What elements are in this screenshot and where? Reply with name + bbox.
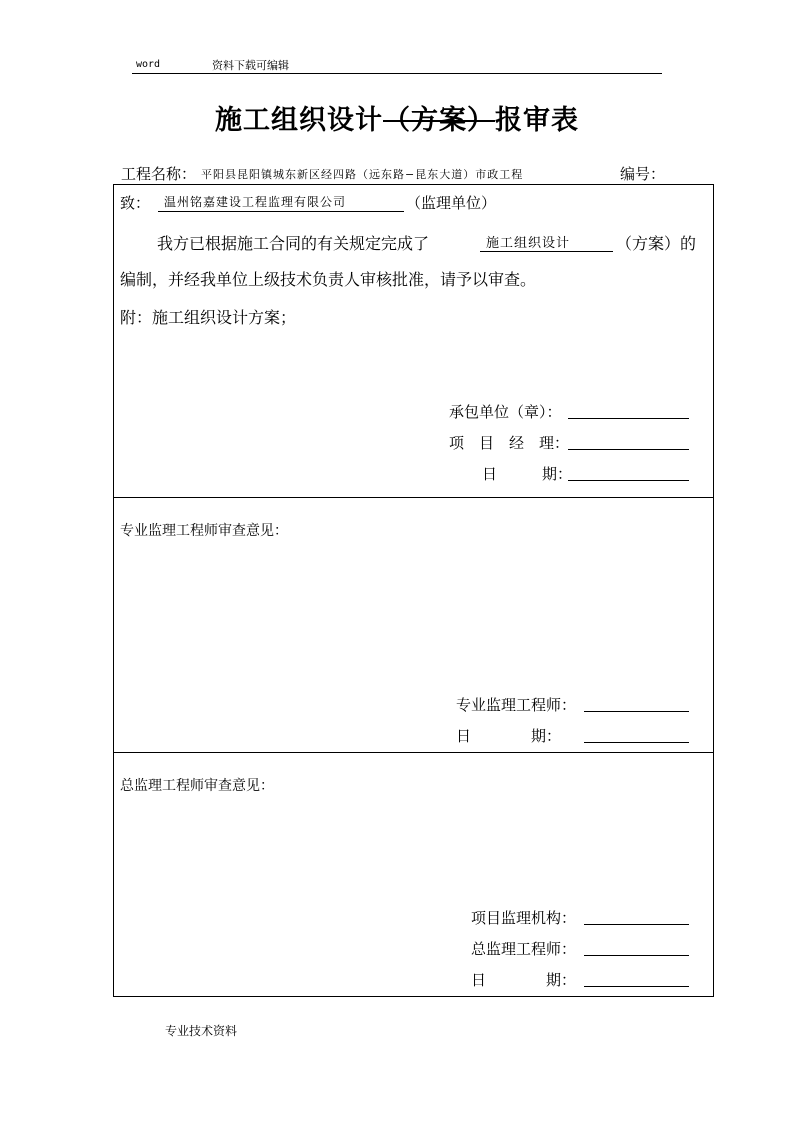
engineer-label: 专业监理工程师： — [456, 696, 577, 714]
supervisor-unit-name: 温州铭嘉建设工程监理有限公司 — [158, 193, 404, 212]
section-divider-2 — [113, 752, 714, 753]
attachment-text: 附：施工组织设计方案； — [120, 308, 297, 327]
project-name-value: 平阳县昆阳镇城东新区经四路（远东路−昆东大道）市政工程 — [201, 168, 524, 181]
date-line-1 — [568, 480, 689, 481]
statement-text-1-suffix: （方案）的 — [616, 234, 697, 253]
date-label-1: 日 期： — [482, 465, 573, 483]
chief-engineer-line — [584, 955, 689, 956]
contractor-seal-line — [568, 418, 689, 419]
project-name-label: 工程名称： — [121, 165, 197, 183]
header-note: 资料下载可编辑 — [212, 59, 289, 72]
contractor-seal-label: 承包单位（章）： — [449, 403, 562, 421]
chief-engineer-label: 总监理工程师： — [471, 940, 577, 958]
engineer-line — [584, 711, 689, 712]
chief-review-title: 总监理工程师审查意见： — [120, 778, 274, 794]
project-manager-line — [568, 449, 689, 450]
to-label: 致： — [120, 194, 151, 212]
statement-fill-in: 施工组织设计 — [480, 232, 613, 252]
date-label-3: 日 期： — [471, 971, 577, 989]
date-label-2: 日 期： — [456, 727, 562, 745]
title-part2: 报审表 — [495, 105, 579, 136]
statement-text-2: 编制，并经我单位上级技术负责人审核批准，请予以审查。 — [120, 270, 537, 289]
project-manager-label: 项 目 经 理： — [449, 434, 570, 452]
supervision-org-line — [584, 924, 689, 925]
title-part1: 施工组织设计 — [215, 105, 383, 136]
supervision-org-label: 项目监理机构： — [471, 909, 577, 927]
statement-text-1: 我方已根据施工合同的有关规定完成了 — [157, 234, 430, 253]
project-code-label: 编号： — [620, 165, 666, 183]
section-divider-1 — [113, 497, 714, 498]
page-title — [0, 98, 794, 137]
date-line-3 — [584, 986, 689, 987]
header-rule — [132, 73, 662, 74]
footer-text: 专业技术资料 — [165, 1024, 238, 1038]
header-word: word — [136, 59, 161, 70]
date-line-2 — [584, 742, 689, 743]
engineer-review-title: 专业监理工程师审查意见： — [120, 523, 288, 539]
title-struck: （方案） — [383, 105, 495, 136]
supervisor-unit-suffix: （监理单位） — [406, 194, 497, 212]
